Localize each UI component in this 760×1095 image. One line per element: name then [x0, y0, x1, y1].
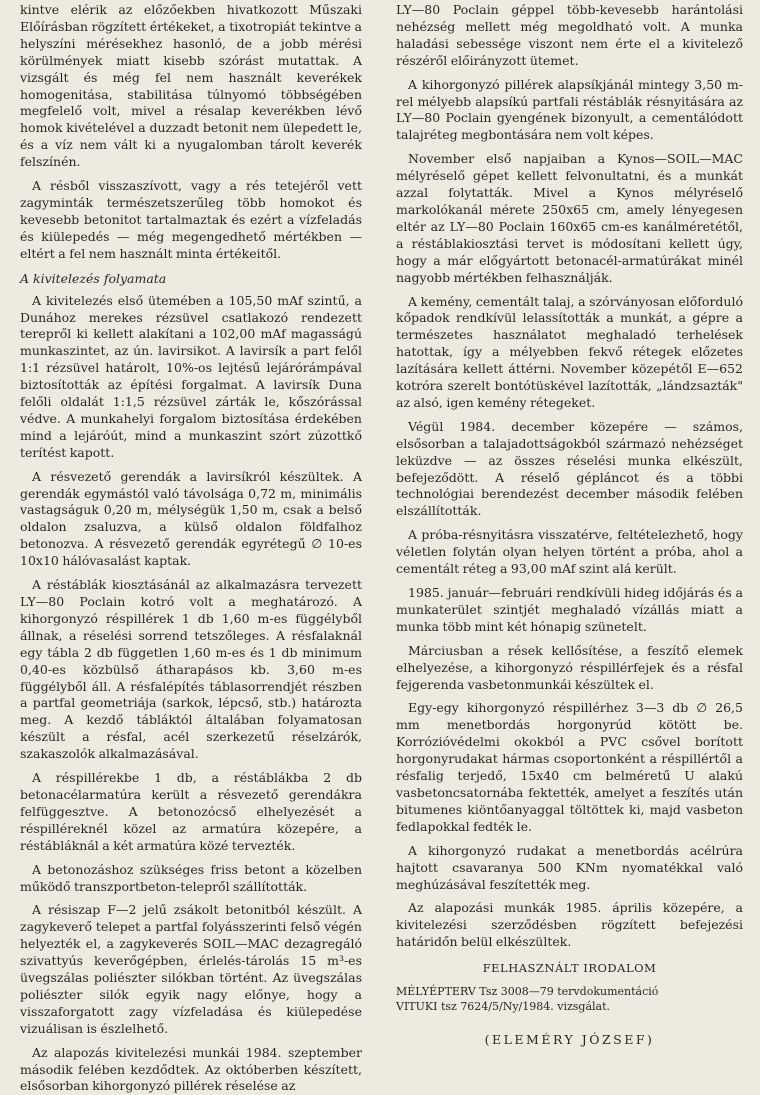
paragraph: A résvezető gerendák a lavirsíkról készültek. A gerendák egymástól való távolsága 0,72 m, minimális vastagságuk 0,20 m, mélységük 1,50 m, csak a belső oldalon zsaluzva, a külső oldalon földfalhoz betonozva. A résvezető gerendák egyrétegű ∅ 10-es 10x10 hálóvasalást kaptak.: [20, 468, 362, 569]
right-column: [396, 2, 743, 1047]
paragraph: A kivitelezés első ütemében a 105,50 mAf szintű, a Dunához merekes rézsüvel csatlakozó rendezett terepről ki kellett alakítani a 102,00 mAf magasságú munkaszintet, az ún. lavirsikot. A lavirsík a part felől 1:1 rézsüvel határolt, 10%-os lejtésű lejárórámpával biztosították az építési forgalmat. A lavirsík Duna felőli oldalát 1:1,5 rézsüvel zárták le, kőszórással védve. A munkahelyi forgalom biztosítása érdekében mind a lejáróút, mind a munkaszint szórt zúzottkő terítést kapott.: [20, 292, 362, 460]
paragraph: LY—80 Poclain géppel több-kevesebb harántolási nehézség mellett még megoldható volt. A munka haladási sebessége viszont nem érte el a kivitelező részéről előirányzott ütemet.: [396, 2, 743, 68]
paragraph: Márciusban a rések kellősítése, a feszítő elemek elhelyezése, a kihorgonyzó réspillérfejek és a résfal fejgerenda vasbetonmunkái készültek el.: [396, 642, 743, 692]
paragraph: A kihorgonyzó rudakat a menetbordás acélrúra hajtott csavaranya 500 KNm nyomatékkal való meghúzásával feszítették meg.: [396, 842, 743, 892]
paragraph: A próba-résnyitásra visszatérve, feltételezhető, hogy véletlen folytán olyan helyen történt a próba, ahol a cementált réteg a 93,00 mAf szint alá került.: [396, 527, 743, 577]
paragraph: A kihorgonyzó pillérek alapsíkjánál mintegy 3,50 m-rel mélyebb alapsíkú partfali réstáblák résnyitására az LY—80 Poclain gyengének bizonyult, a cementálódott talajréteg megbontására nem volt képes.: [396, 76, 743, 143]
paragraph: Az alapozás kivitelezési munkái 1984. szeptember második felében kezdődtek. Az októberben készített, elsősorban kihorgonyzó pillérek réselése az: [20, 1044, 362, 1094]
paragraph: Végül 1984. december közepére — számos, elsősorban a talajadottságokból származó nehézséget leküzdve — az összes réselési munka elkészült, befejeződött. A réselő gépláncot és a többi technológiai berendezést december második felében elszállították.: [396, 418, 743, 519]
left-column: [20, 2, 362, 1095]
reference-item: MÉLYÉPTERV Tsz 3008—79 tervdokumentáció: [396, 985, 659, 999]
paragraph: A résiszap F—2 jelű zsákolt betonitból készült. A zagykeverő telepet a partfal folyásszerinti felső végén helyezték el, a zagykeverés SOIL—MAC dezagregáló szivattyús keverőgépben, érlelés-tárolás 15 m³-es üvegszálas poliészter silókban történt. Az üvegszálas poliészter silók egyik nagy előnye, hogy a visszaforgatott zagy vízfeladása és kiülepedése vizuálisan is észlelhető.: [20, 902, 362, 1036]
paragraph: kintve elérik az előzőekben hivatkozott Műszaki Előírásban rögzített értékeket, a tixotropiát tekintve a helyszíni mérésekhez hasonló, de a jobb mérési körülmények miatt kisebb szórást mutattak. A vizsgált és még fel nem használt keverékek homogenitása, stabilitása túlnyomó többségében megfelelő volt, mivel a résalap keverékben lévő homok kivételével a duzzadt betonit nem ülepedett le, és a víz nem vált ki a nyugalomban tárolt keverék felszínén.: [20, 2, 362, 170]
paragraph: November első napjaiban a Kynos—SOIL—MAC mélyréselő gépet kellett felvonultatni, és a munkát azzal folytatták. Mivel a Kynos mélyréselő markolókanál mérete 250x65 cm, amely lényegesen eltér az LY—80 Poclain 160x65 cm-es kanálméretétől, a réstáblakiosztási tervet is módosítani kellett úgy, hogy a már előgyártott betonacél-armatúrákat minél nagyobb mértékben felhasználják.: [396, 151, 743, 285]
section-heading: A kivitelezés folyamata: [20, 270, 167, 286]
paragraph: A kemény, cementált talaj, a szórványosan előforduló kőpadok rendkívül lelassították a munkát, a gépre a természetes használatot meghaladó terhelések hatottak, így a mélyebben fekvő rétegek előzetes lazítására kellett áttérni. November közepétől E—652 kotróra szerelt bontótüskével lazították, „lándzsazták" az alsó, igen kemény rétegeket.: [396, 293, 743, 410]
paragraph: A betonozáshoz szükséges friss betont a közelben működő transzportbeton-telepről szállították.: [20, 861, 362, 894]
references-heading: FELHASZNÁLT IRODALOM: [482, 961, 657, 976]
paragraph: 1985. január—februári rendkívüli hideg időjárás és a munkaterület szintjét meghaladó vízállás miatt a munka több mint két hónapig szünetelt.: [396, 585, 743, 634]
paragraph: Az alapozási munkák 1985. április közepére, a kivitelezési szerződésben rögzített befejezési határidőn belül elkészültek.: [396, 900, 743, 950]
paragraph: Egy-egy kihorgonyzó réspillérhez 3—3 db ∅ 26,5 mm menetbordás horgonyrúd kötött be. Korrózióvédelmi okokból a PVC csővel borított horgonyrudakat hármas csoportonként a réspillértől a résfalig terjedő, 15x40 cm belméretű U alakú vasbetoncsatornába fektették, amelyet a feszítés után bitumenes kiöntőanyaggal töltöttek ki, majd vasbeton fedlapokkal fedték le.: [396, 700, 743, 834]
paragraph: A réspillérekbe 1 db, a réstáblákba 2 db betonacélarmatúra került a résvezető gerendákra felfüggesztve. A betonozócső elhelyezését a réspilléreknél közel az armatúra közepére, a réstábláknál a két armatúra közé tervezték.: [20, 770, 362, 853]
author-signature: (ELEMÉRY JÓZSEF): [484, 1032, 655, 1048]
paragraph: A réstáblák kiosztásánál az alkalmazásra tervezett LY—80 Poclain kotró volt a meghatározó. A kihorgonyzó réspillérek 1 db 1,60 m-es függélyből állnak, a réselési sorrend tetszőleges. A résfalaknál egy tábla 2 db független 1,60 m-es és 1 db minimum 0,40-es közbülső átharapásos kb. 3,60 m-es függélyből áll. A résfalépítés táblasorrendjét részben a partfal geometriája (sarkok, lépcső, stb.) határozta meg. A kezdő tábláktól általában folyamatosan készült a résfal, acél szerkezetű réselzárók, szakaszolók alkalmazásával.: [20, 577, 362, 762]
paragraph: A résből visszaszívott, vagy a rés tetejéről vett zagyminták természetszerűleg több homokot és kevesebb betonitot tartalmaztak és ezért a vízfeladás és kiülepedés — még megengedhető mértékben — eltért a fel nem használt minta értékeitől.: [20, 178, 362, 261]
reference-item: VITUKI tsz 7624/5/Ny/1984. vizsgálat.: [396, 999, 611, 1013]
